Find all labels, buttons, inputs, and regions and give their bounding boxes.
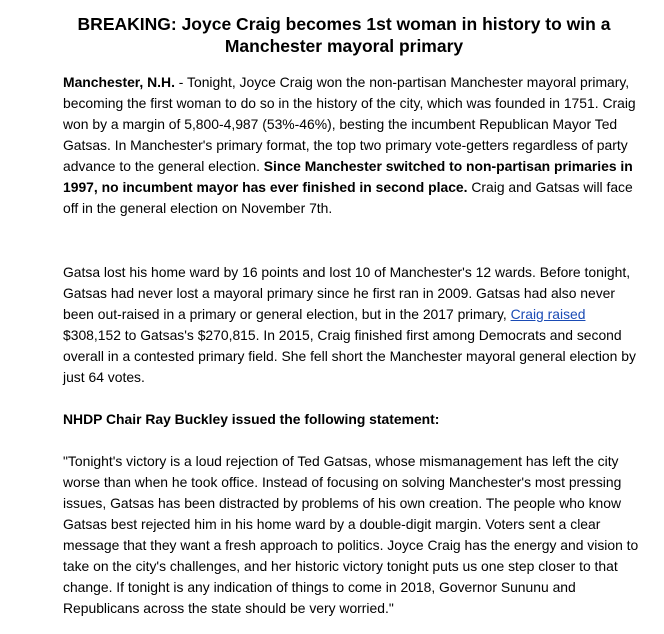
statement-heading-text: NHDP Chair Ray Buckley issued the following statement: [63,411,440,427]
intro-text-b: Craig and Gatsas will face off in the general election on November 7th. [63,179,633,216]
statement-quote: "Tonight's victory is a loud rejection of Ted Gatsas, whose mismanagement has left the city worse than when he took office. Instead of focusing on solving Manchester's most pressing issues, Gatsas has been distracted by problems of his own creation. The people who know Gatsas best rejected him in his home ward by a double-digit margin. Voters sent a clear message that they want a fresh approach to politics. Joyce Craig has the energy and vision to take on the city's challenges, and her historic victory tonight puts us one step closer to that change. If tonight is any indication of things to come in 2018, Governor Sununu and Republicans across the state should be very worried." [63,453,639,616]
statement-heading [63,409,643,430]
intro-text-a: - Tonight, Joyce Craig won the non-partisan Manchester mayoral primary, becoming the first woman to do so in the history of the city, which was founded in 1751. Craig won by a margin of 5,800-4,987 (53%-46%), besting the incumbent Republican Mayor Ted Gatsas. In Manchester's primary format, the top two primary vote-getters regardless of party advance to the general election. [63,74,636,174]
intro-bold-text: Since Manchester switched to non-partisan primaries in 1997, no incumbent mayor has ever finished in second place. [63,158,633,195]
paragraph-fundraising [63,262,643,388]
headline: BREAKING: Joyce Craig becomes 1st woman in history to win a Manchester mayoral primary [77,14,611,56]
fundraising-text-a: Gatsa lost his home ward by 16 points and lost 10 of Manchester's 12 wards. Before tonight, Gatsas had never lost a mayoral primary since he first ran in 2009. Gatsas had also never been out-raised in a primary or general election, but in the 2017 primary, [63,264,631,322]
craig-raised-link[interactable]: Craig raised [510,306,586,322]
dateline: Manchester, N.H. [63,74,175,90]
fundraising-text-b: $308,152 to Gatsas's $270,815. In 2015, Craig finished first among Democrats and second overall in a contested primary field. She fell short the Manchester mayoral general election by just 64 votes. [63,327,636,385]
paragraph-intro [63,72,643,219]
